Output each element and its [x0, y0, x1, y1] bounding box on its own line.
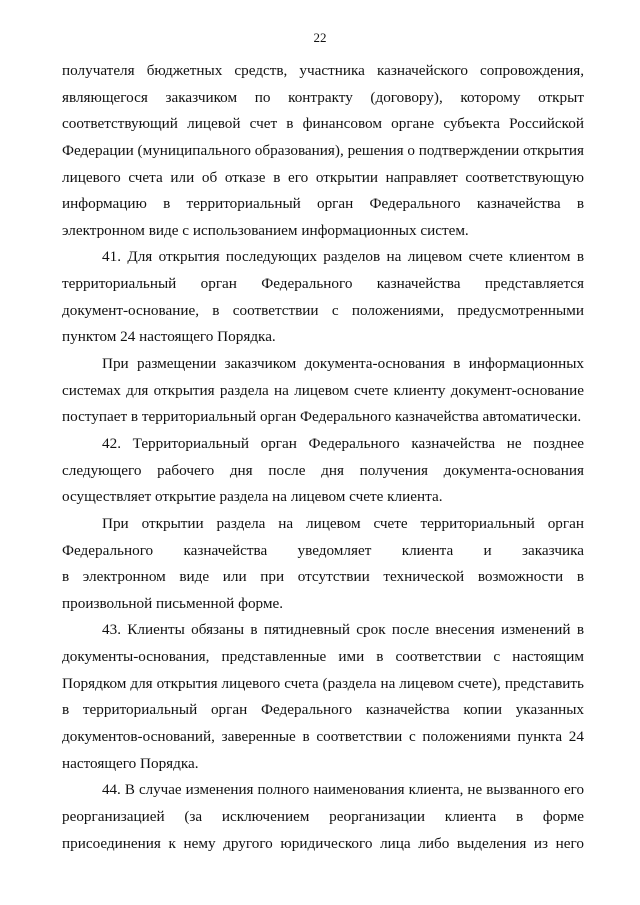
text-line: При открытии раздела на лицевом счете территориальный орган: [102, 514, 584, 532]
text-line: в электронном виде или при отсутствии технической возможности в: [62, 568, 584, 586]
text-line: документы-основания, представленные ими в соответствии с настоящим: [62, 648, 584, 666]
text-line: следующего рабочего дня после дня получения документа-основания: [62, 461, 584, 479]
text-line: Федерального казначейства уведомляет клиента и заказчика: [62, 541, 584, 559]
text-line: 41. Для открытия последующих разделов на лицевом счете клиентом в: [102, 248, 584, 266]
text-line: 43. Клиенты обязаны в пятидневный срок после внесения изменений в: [102, 621, 584, 639]
text-line: 44. В случае изменения полного наименования клиента, не вызванного его: [102, 782, 584, 799]
text-line: системах для открытия раздела на лицевом счете клиенту документ-основание: [62, 381, 584, 399]
text-line: в территориальный орган Федерального казначейства копии указанных: [62, 701, 584, 719]
text-line: территориальный орган Федерального казначейства представляется: [62, 275, 584, 293]
text-line: настоящего Порядка.: [62, 754, 199, 772]
text-line: документ-основание, в соответствии с положениями, предусмотренными: [62, 301, 584, 319]
text-line: осуществляет открытие раздела на лицевом счете клиента.: [62, 488, 443, 506]
text-line: соответствующий лицевой счет в финансовом органе субъекта Российской: [62, 115, 584, 133]
document-body: [62, 58, 584, 857]
text-line: При размещении заказчиком документа-основания в информационных: [102, 355, 584, 373]
text-line: информацию в территориальный орган Федерального казначейства в: [62, 195, 584, 213]
text-line: Порядком для открытия лицевого счета (раздела на лицевом счете), представить: [62, 674, 584, 692]
text-line: 42. Территориальный орган Федерального казначейства не позднее: [102, 434, 584, 452]
text-line: Федерации (муниципального образования), решения о подтверждении открытия: [62, 141, 584, 159]
text-line: документов-оснований, заверенные в соответствии с положениями пункта 24: [62, 728, 584, 746]
text-line: лицевого счета или об отказе в его открытии направляет соответствующую: [62, 168, 584, 186]
text-line: электронном виде с использованием информационных систем.: [62, 221, 469, 239]
text-line: присоединения к нему другого юридического лица либо выделения из него: [62, 834, 584, 852]
page-number: 22: [313, 30, 327, 45]
text-line: получателя бюджетных средств, участника казначейского сопровождения,: [62, 62, 584, 79]
text-line: реорганизацией (за исключением реорганизации клиента в форме: [62, 807, 584, 825]
text-line: пунктом 24 настоящего Порядка.: [62, 328, 276, 346]
text-line: произвольной письменной форме.: [62, 594, 284, 612]
text-line: являющегося заказчиком по контракту (договору), которому открыт: [62, 88, 584, 106]
text-line: поступает в территориальный орган Федерального казначейства автоматически.: [62, 408, 582, 426]
